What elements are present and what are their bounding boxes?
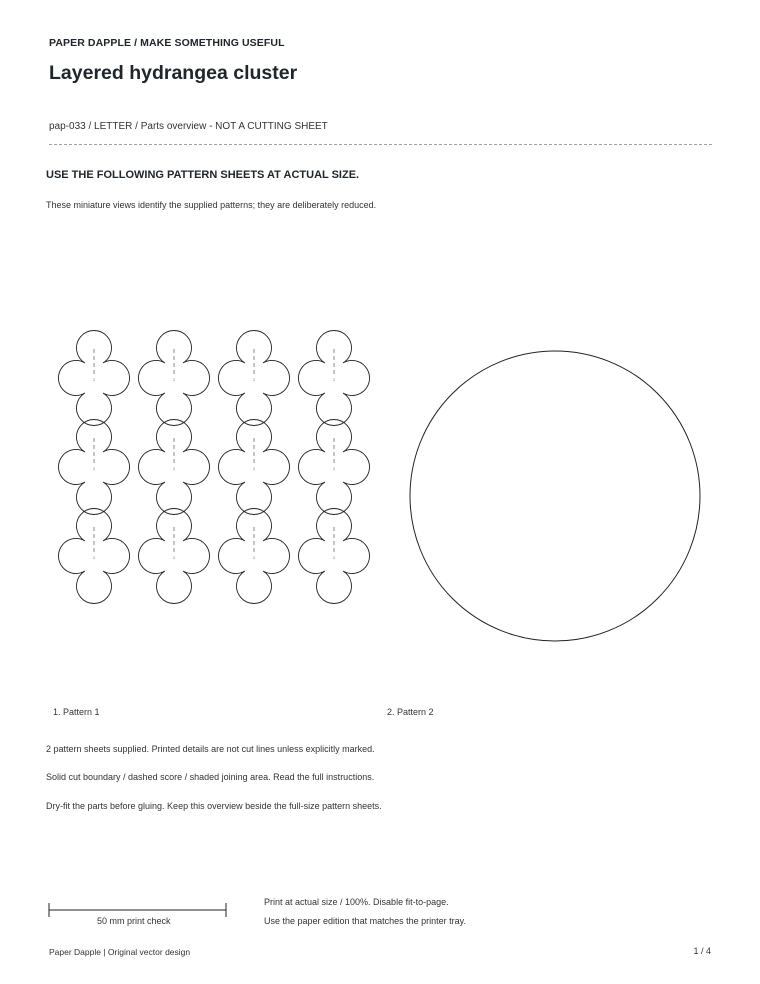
flower-piece xyxy=(298,331,369,426)
flower-piece xyxy=(218,419,289,514)
piece-mark: 2 xyxy=(92,466,96,471)
brand-kicker: PAPER DAPPLE / MAKE SOMETHING USEFUL xyxy=(49,37,285,49)
body-text-2: Solid cut boundary / dashed score / shaded joining area. Read the full instructions. xyxy=(46,772,375,782)
piece-mark: 2 xyxy=(252,466,256,471)
piece-mark: 2 xyxy=(252,377,256,382)
footer-credit: Paper Dapple | Original vector design xyxy=(49,947,191,957)
piece-mark: 2 xyxy=(172,377,176,382)
scale-label: 50 mm print check xyxy=(97,916,171,926)
piece-mark: 2 xyxy=(332,377,336,382)
flower-piece xyxy=(298,420,369,515)
pattern-2-caption: 2. Pattern 2 xyxy=(387,707,434,717)
page-number: 1 / 4 xyxy=(693,946,711,956)
sheet-meta: pap-033 / LETTER / Parts overview - NOT A CUTTING SHEET xyxy=(49,121,328,132)
flower-piece xyxy=(218,330,289,425)
flower-piece xyxy=(138,509,209,604)
print-instruction-1: Print at actual size / 100%. Disable fit-to-page. xyxy=(264,897,449,907)
flower-piece xyxy=(138,330,209,425)
pattern-2-circle xyxy=(410,351,700,641)
flower-piece xyxy=(58,419,129,514)
page-title: Layered hydrangea cluster xyxy=(49,62,298,84)
flower-piece xyxy=(58,330,129,425)
flower-piece xyxy=(298,509,369,604)
flower-piece xyxy=(138,419,209,514)
piece-mark: 2 xyxy=(172,555,176,560)
piece-mark: 2 xyxy=(252,555,256,560)
piece-mark: 2 xyxy=(92,555,96,560)
piece-mark: 2 xyxy=(332,555,336,560)
pattern-1-caption: 1. Pattern 1 xyxy=(53,707,100,717)
flower-piece xyxy=(58,509,129,604)
body-text-1: 2 pattern sheets supplied. Printed details are not cut lines unless explicitly marked. xyxy=(46,744,375,754)
pattern-1-flowers xyxy=(58,330,369,603)
piece-mark: 2 xyxy=(172,466,176,471)
piece-mark: 2 xyxy=(92,377,96,382)
body-text-3: Dry-fit the parts before gluing. Keep this overview beside the full-size pattern sheets. xyxy=(46,801,382,811)
piece-mark: 2 xyxy=(332,466,336,471)
reduced-note: These miniature views identify the supplied patterns; they are deliberately reduced. xyxy=(46,200,377,210)
instruction-heading: USE THE FOLLOWING PATTERN SHEETS AT ACTUAL SIZE. xyxy=(46,169,360,181)
flower-piece xyxy=(218,509,289,604)
print-instruction-2: Use the paper edition that matches the printer tray. xyxy=(264,916,466,926)
